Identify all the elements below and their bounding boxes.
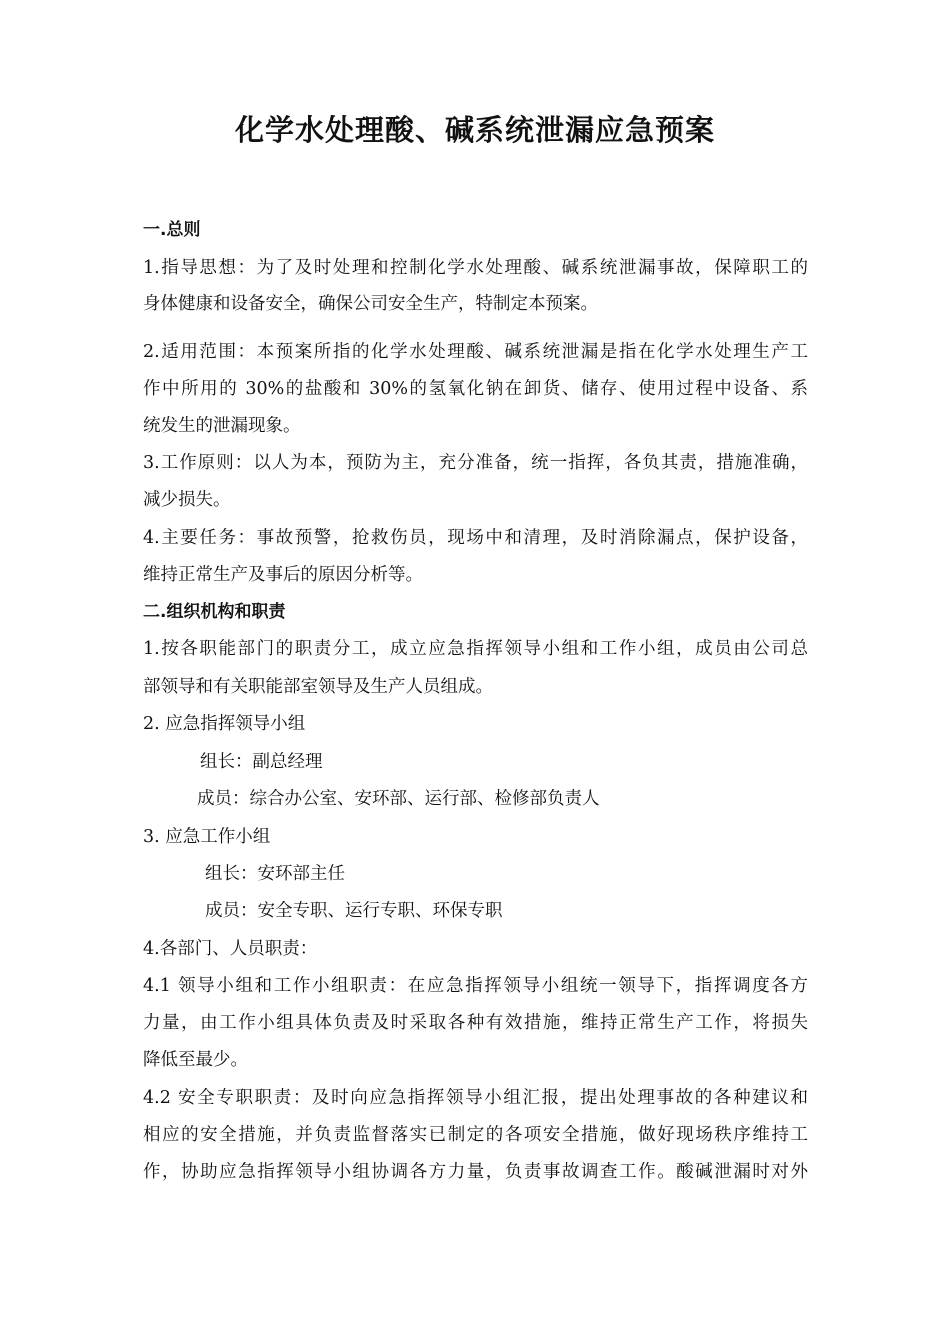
paragraph-line: 作中所用的 30%的盐酸和 30%的氢氧化钠在卸货、储存、使用过程中设备、系 [143,379,808,399]
paragraph-line: 4.各部门、人员职责： [143,939,318,959]
indented-line: 成员：综合办公室、安环部、运行部、检修部负责人 [197,789,600,809]
list-item-heading: 2. 应急指挥领导小组 [143,714,306,734]
indented-line: 成员：安全专职、运行专职、环保专职 [205,901,503,921]
paragraph-line: 作，协助应急指挥领导小组协调各方力量，负责事故调查工作。酸碱泄漏时对外 [143,1162,808,1182]
paragraph-line: 身体健康和设备安全，确保公司安全生产，特制定本预案。 [143,294,598,314]
paragraph-line: 1.指导思想：为了及时处理和控制化学水处理酸、碱系统泄漏事故，保障职工的 [143,258,808,278]
paragraph-line: 4.1 领导小组和工作小组职责：在应急指挥领导小组统一领导下，指挥调度各方 [143,976,808,996]
paragraph-line: 3.工作原则：以人为本，预防为主，充分准备，统一指挥，各负其责，措施准确， [143,453,808,473]
paragraph-line: 1.按各职能部门的职责分工，成立应急指挥领导小组和工作小组，成员由公司总 [143,639,808,659]
list-item-heading: 3. 应急工作小组 [143,827,271,847]
document-title: 化学水处理酸、碱系统泄漏应急预案 [234,113,715,147]
paragraph-line: 统发生的泄漏现象。 [143,416,301,436]
indented-line: 组长：副总经理 [200,752,323,772]
paragraph-line: 维持正常生产及事后的原因分析等。 [143,565,423,585]
paragraph-line: 力量，由工作小组具体负责及时采取各种有效措施，维持正常生产工作，将损失 [143,1013,808,1033]
section-heading-organization: 二.组织机构和职责 [143,602,286,622]
section-heading-general: 一.总则 [143,220,201,240]
paragraph-line: 减少损失。 [143,490,231,510]
paragraph-line: 4.主要任务：事故预警，抢救伤员，现场中和清理，及时消除漏点，保护设备， [143,528,808,548]
indented-line: 组长：安环部主任 [205,864,345,884]
paragraph-line: 降低至最少。 [143,1050,248,1070]
paragraph-line: 4.2 安全专职职责：及时向应急指挥领导小组汇报，提出处理事故的各种建议和 [143,1088,808,1108]
paragraph-line: 相应的安全措施，并负责监督落实已制定的各项安全措施，做好现场秩序维持工 [143,1125,808,1145]
paragraph-line: 2.适用范围：本预案所指的化学水处理酸、碱系统泄漏是指在化学水处理生产工 [143,342,808,362]
paragraph-line: 部领导和有关职能部室领导及生产人员组成。 [143,677,493,697]
